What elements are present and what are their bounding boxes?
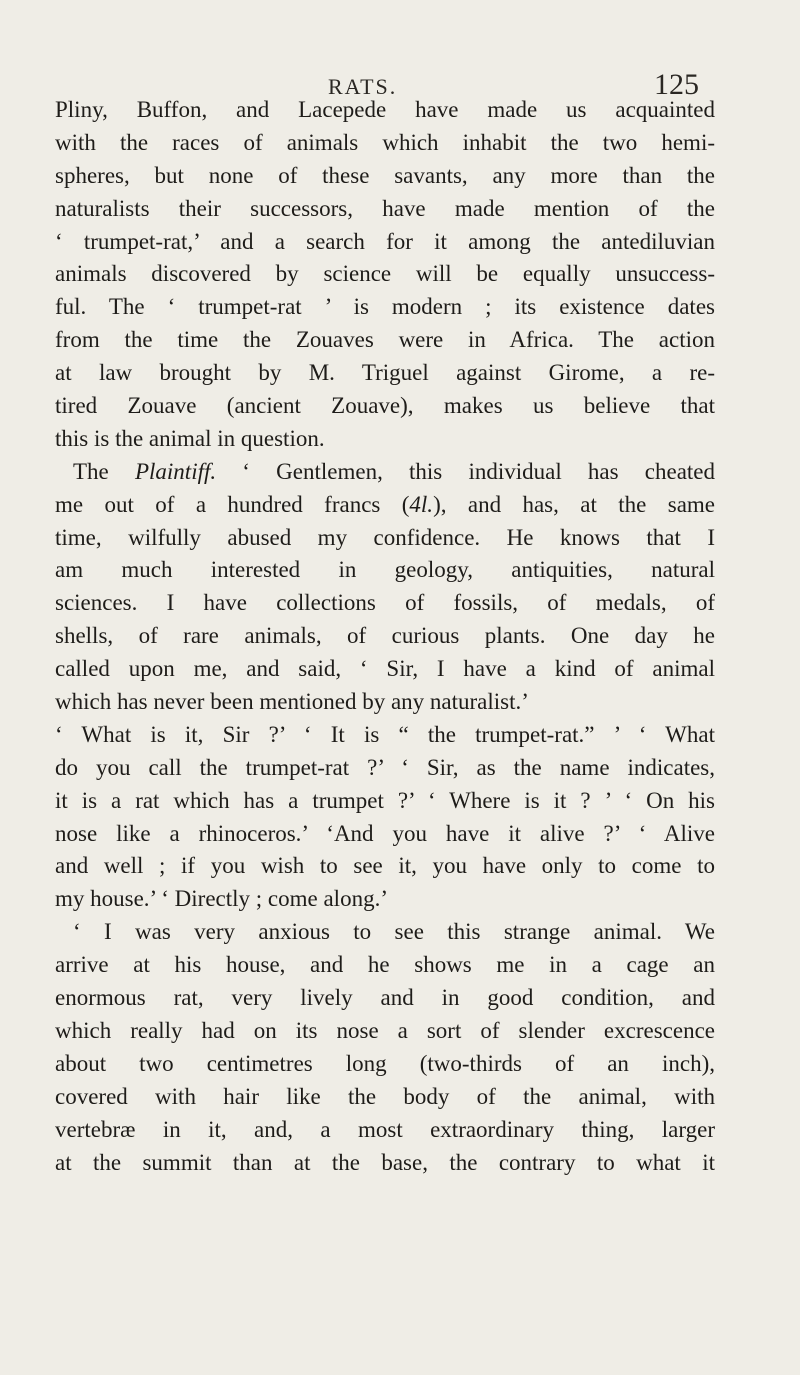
text-line: animals discovered by science will be equally unsuccess- bbox=[55, 261, 715, 287]
money-amount: 4l. bbox=[409, 491, 434, 517]
plaintiff-prefix: The bbox=[73, 458, 135, 484]
text-line: arrive at his house, and he shows me in a cage an bbox=[55, 952, 715, 978]
text-line: enormous rat, very lively and in good condition, and bbox=[55, 985, 715, 1011]
body-text bbox=[55, 94, 715, 1179]
text-line: which has never been mentioned by any naturalist.’ bbox=[55, 689, 529, 715]
text-line: vertebræ in it, and, a most extraordinary thing, larger bbox=[55, 1116, 715, 1142]
text-line: am much interested in geology, antiquities, natural bbox=[55, 557, 715, 583]
text-line: sciences. I have collections of fossils, of medals, of bbox=[55, 590, 715, 616]
text-line: and well ; if you wish to see it, you have only to come to bbox=[55, 853, 715, 879]
running-head bbox=[0, 36, 800, 101]
text-line: tired Zouave (ancient Zouave), makes us believe that bbox=[55, 393, 715, 419]
text-line: covered with hair like the body of the animal, with bbox=[55, 1083, 715, 1109]
text-line: this is the animal in question. bbox=[55, 425, 325, 451]
text-line: which really had on its nose a sort of slender excrescence bbox=[55, 1017, 715, 1043]
text-line: ‘ I was very anxious to see this strange animal. We bbox=[73, 919, 715, 945]
text-line: Pliny, Buffon, and Lacepede have made us acquainted bbox=[55, 97, 715, 122]
money-line bbox=[55, 489, 715, 522]
text-line: at law brought by M. Triguel against Girome, a re- bbox=[55, 360, 715, 386]
text-line: naturalists their successors, have made mention of the bbox=[55, 195, 715, 221]
plaintiff-label: Plaintiff. bbox=[134, 458, 217, 484]
text-line: it is a rat which has a trumpet ?’ ‘ Where is it ? ’ ‘ On his bbox=[55, 787, 715, 813]
text-line: ‘ trumpet-rat,’ and a search for it among the antediluvian bbox=[55, 228, 715, 254]
text-line: at the summit than at the base, the contrary to what it bbox=[55, 1149, 715, 1175]
text-line: with the races of animals which inhabit the two hemi- bbox=[55, 129, 715, 155]
text-line: shells, of rare animals, of curious plants. One day he bbox=[55, 623, 715, 649]
text-line: spheres, but none of these savants, any more than the bbox=[55, 162, 715, 188]
text-line: ‘ What is it, Sir ?’ ‘ It is “ the trumpet-rat.” ’ ‘ What bbox=[55, 721, 715, 747]
running-title: RATS. bbox=[328, 74, 398, 99]
text-line: do you call the trumpet-rat ?’ ‘ Sir, as the name indicates, bbox=[55, 754, 715, 780]
text-line: my house.’ ‘ Directly ; come along.’ bbox=[55, 886, 388, 912]
plaintiff-speech: ‘ Gentlemen, this individual has cheated bbox=[216, 458, 715, 484]
text-line: about two centimetres long (two-thirds of an inch), bbox=[55, 1050, 715, 1076]
money-line-start: me out of a hundred francs ( bbox=[55, 491, 410, 517]
text-line: from the time the Zouaves were in Africa. The action bbox=[55, 327, 715, 353]
text-line: ful. The ‘ trumpet-rat ’ is modern ; its existence dates bbox=[55, 294, 715, 320]
text-line: time, wilfully abused my confidence. He knows that I bbox=[55, 524, 715, 550]
text-line: called upon me, and said, ‘ Sir, I have a kind of animal bbox=[55, 656, 715, 682]
money-line-end: ), and has, at the same bbox=[433, 491, 715, 517]
page-number: 125 bbox=[654, 68, 699, 101]
plaintiff-line bbox=[55, 456, 715, 489]
text-line: nose like a rhinoceros.’ ‘And you have it alive ?’ ‘ Alive bbox=[55, 820, 715, 846]
